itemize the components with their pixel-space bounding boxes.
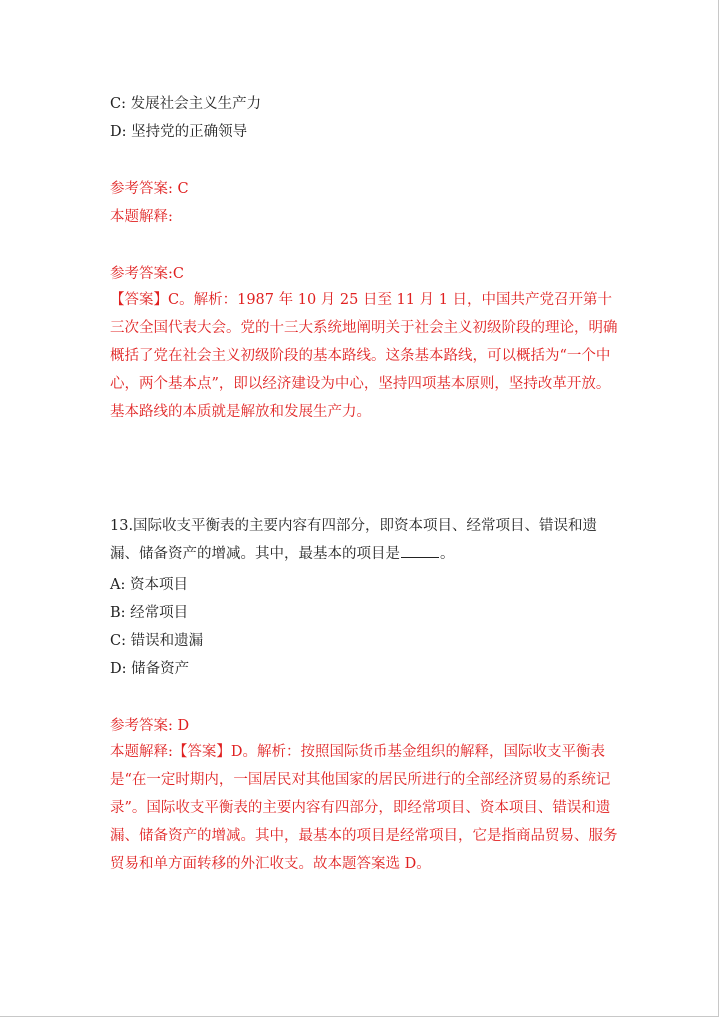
prev-option-d: D: 坚持党的正确领导 [110, 124, 248, 140]
question-13-option-c: C: 错误和遗漏 [110, 633, 204, 649]
prev-explanation-label: 本题解释: [110, 209, 173, 225]
explanation-answer-reference: 参考答案:C [110, 266, 184, 282]
question-13-answer-reference: 参考答案: D [110, 718, 190, 734]
question-13-stem [110, 512, 620, 568]
question-13-stem-text: 13.国际收支平衡表的主要内容有四部分，即资本项目、经常项目、错误和遗漏、储备资产的增减。其中，最基本的项目是 [110, 518, 598, 562]
prev-answer-reference: 参考答案: C [110, 181, 189, 197]
answer-blank [401, 545, 439, 558]
question-13-option-a: A: 资本项目 [110, 577, 188, 593]
prev-option-c: C: 发展社会主义生产力 [110, 96, 262, 112]
question-13-explanation: 本题解释:【答案】D。解析：按照国际货币基金组织的解释，国际收支平衡表是“在一定时期内，一国居民对其他国家的居民所进行的全部经济贸易的系统记录”。国际收支平衡表的主要内容有四部分，即经常项目、资本项目、错误和遗漏、储备资产的增减。其中，最基本的项目是经常项目，它是指商品贸易、服务贸易和单方面转移的外汇收支。故本题答案选 D。 [110, 744, 618, 872]
question-13-option-d: D: 储备资产 [110, 661, 190, 677]
explanation-text: 【答案】C。解析：1987 年 10 月 25 日至 11 月 1 日，中国共产党召开第十三次全国代表大会。党的十三大系统地阐明关于社会主义初级阶段的理论，明确概括了党在社会主义初级阶段的基本路线。这条基本路线，可以概括为“一个中心，两个基本点”，即以经济建设为中心，坚持四项基本原则，坚持改革开放。基本路线的本质就是解放和发展生产力。 [110, 292, 618, 420]
question-13-stem-end: 。 [440, 546, 455, 562]
question-13-option-b: B: 经常项目 [110, 605, 189, 621]
